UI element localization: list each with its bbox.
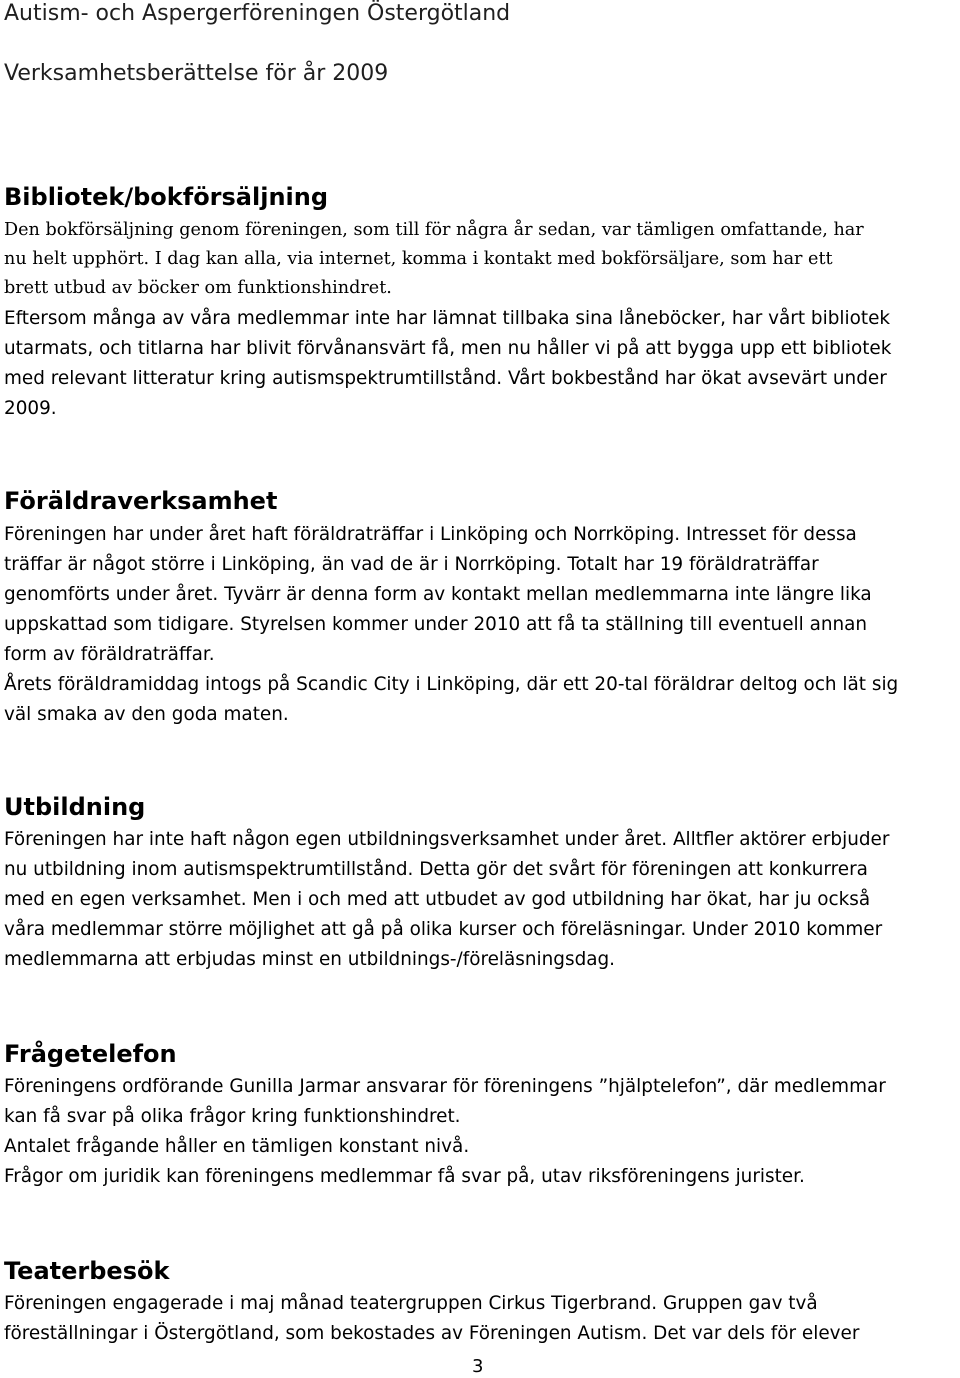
paragraph-line: Föreningen har inte haft någon egen utbildningsverksamhet under året. Alltfler aktörer erbjuder (4, 829, 890, 850)
section-heading-bibliotek: Bibliotek/bokförsäljning (4, 183, 329, 211)
paragraph-line: Eftersom många av våra medlemmar inte har lämnat tillbaka sina låneböcker, har vårt bibliotek (4, 308, 891, 329)
paragraph-line: med relevant litteratur kring autismspektrumtillstånd. Vårt bokbestånd har ökat avsevärt under (4, 368, 887, 389)
section-paragraph (4, 825, 960, 975)
paragraph-line: med en egen verksamhet. Men i och med att utbudet av god utbildning har ökat, har ju också (4, 889, 871, 910)
paragraph-line: Antalet frågande håller en tämligen konstant nivå. (4, 1136, 470, 1157)
paragraph-line: brett utbud av böcker om funktionshindret. (4, 278, 392, 298)
paragraph-line: kan få svar på olika frågor kring funktionshindret. (4, 1106, 461, 1127)
paragraph-line: 2009. (4, 398, 57, 419)
section-paragraph (4, 1072, 960, 1192)
organization-name: Autism- och Aspergerföreningen Östergötland (4, 1, 511, 26)
paragraph-line: genomförts under året. Tyvärr är denna form av kontakt mellan medlemmarna inte längre lika (4, 584, 872, 605)
paragraph-line: Frågor om juridik kan föreningens medlemmar få svar på, utav riksföreningens jurister. (4, 1166, 805, 1187)
paragraph-line: medlemmarna att erbjudas minst en utbildnings-/föreläsningsdag. (4, 949, 616, 970)
paragraph-line: våra medlemmar större möjlighet att gå på olika kurser och föreläsningar. Under 2010 kommer (4, 919, 883, 940)
paragraph-line: Årets föräldramiddag intogs på Scandic City i Linköping, där ett 20-tal föräldrar deltog och lät sig (4, 674, 899, 695)
paragraph-line: nu utbildning inom autismspektrumtillstånd. Detta gör det svårt för föreningen att konkurrera (4, 859, 868, 880)
section-heading-utbildning: Utbildning (4, 793, 146, 821)
page-number: 3 (472, 1356, 484, 1377)
paragraph-line: uppskattad som tidigare. Styrelsen kommer under 2010 att få ta ställning till eventuell annan (4, 614, 868, 635)
paragraph-line: Föreningen engagerade i maj månad teatergruppen Cirkus Tigerbrand. Gruppen gav två (4, 1293, 818, 1314)
report-title: Verksamhetsberättelse för år 2009 (4, 61, 389, 86)
section-heading-foraldraverksamhet: Föräldraverksamhet (4, 487, 278, 515)
section-paragraph (4, 304, 960, 424)
paragraph-line: Föreningen har under året haft föräldraträffar i Linköping och Norrköping. Intresset för dessa (4, 524, 857, 545)
paragraph-line: Föreningens ordförande Gunilla Jarmar ansvarar för föreningens ”hjälptelefon”, där medlemmar (4, 1076, 886, 1097)
paragraph-line: utarmats, och titlarna har blivit förvånansvärt få, men nu håller vi på att bygga upp ett bibliotek (4, 338, 892, 359)
paragraph-line: Den bokförsäljning genom föreningen, som till för några år sedan, var tämligen omfattande, har (4, 220, 864, 240)
paragraph-line: nu helt upphört. I dag kan alla, via internet, komma i kontakt med bokförsäljare, som har ett (4, 249, 833, 269)
paragraph-line: träffar är något större i Linköping, än vad de är i Norrköping. Totalt har 19 föräldraträffar (4, 554, 819, 575)
paragraph-line: väl smaka av den goda maten. (4, 704, 289, 725)
section-paragraph (4, 1289, 960, 1349)
paragraph-line: form av föräldraträffar. (4, 644, 215, 665)
section-heading-fragetelefon: Frågetelefon (4, 1040, 177, 1068)
paragraph-line: föreställningar i Östergötland, som bekostades av Föreningen Autism. Det var dels för elever (4, 1323, 860, 1344)
section-paragraph (4, 520, 960, 730)
section-paragraph (4, 215, 960, 302)
section-heading-teaterbesok: Teaterbesök (4, 1257, 170, 1285)
